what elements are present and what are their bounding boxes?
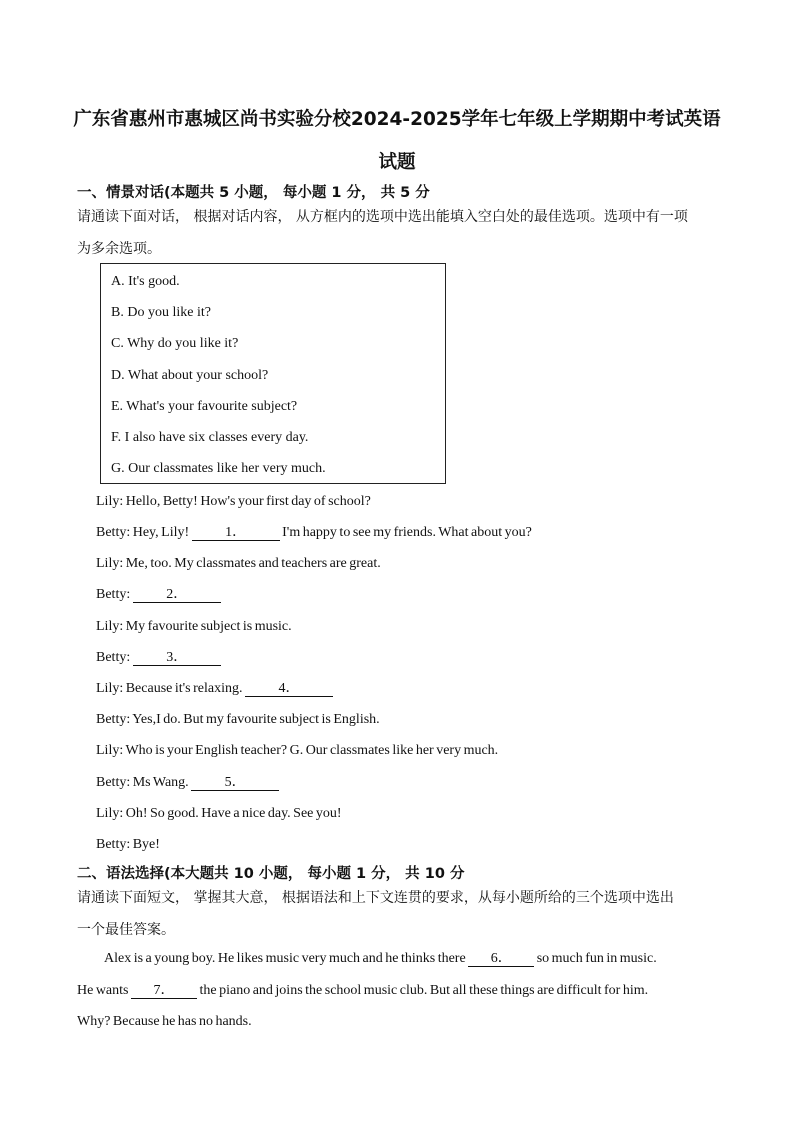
section2-instruction-line2: 一个最佳答案。 bbox=[77, 922, 175, 938]
section2-heading: 二、语法选择(本大题共 10 小题， 每小题 1 分， 共 10 分 bbox=[77, 866, 465, 882]
answer-blank-5[interactable]: 5． bbox=[191, 775, 279, 791]
option-g: G. Our classmates like her very much. bbox=[111, 461, 326, 476]
answer-blank-3[interactable]: 3． bbox=[133, 650, 221, 666]
passage-line-2: He wants 7． the piano and joins the school music club. But all these things are difficult for him. bbox=[77, 983, 649, 998]
dialogue-line: Betty: Bye! bbox=[96, 837, 160, 852]
passage-line-1: Alex is a young boy. He likes music very much and he thinks there 6． so much fun in music. bbox=[104, 951, 657, 966]
option-a: A. It's good. bbox=[111, 274, 180, 289]
option-c: C. Why do you like it? bbox=[111, 336, 239, 351]
section1-heading: 一、情景对话(本题共 5 小题， 每小题 1 分， 共 5 分 bbox=[77, 185, 430, 201]
dialogue-line: Lily: Hello, Betty! How's your first day of school? bbox=[96, 494, 371, 509]
option-b: B. Do you like it? bbox=[111, 305, 211, 320]
dialogue-line: Lily: Because it's relaxing. 4． bbox=[96, 681, 333, 697]
answer-blank-6[interactable]: 6． bbox=[468, 951, 534, 967]
dialogue-line: Lily: Who is your English teacher? G. Our classmates like her very much. bbox=[96, 743, 499, 758]
exam-title-line1: 广东省惠州市惠城区尚书实验分校2024-2025学年七年级上学期期中考试英语 bbox=[73, 109, 721, 130]
answer-blank-4[interactable]: 4． bbox=[245, 681, 333, 697]
dialogue-line: Betty: 2． bbox=[96, 587, 221, 603]
options-box bbox=[100, 263, 446, 484]
passage-line-3: Why? Because he has no hands. bbox=[77, 1014, 252, 1029]
dialogue-line: Betty: 3． bbox=[96, 650, 221, 666]
answer-blank-2[interactable]: 2． bbox=[133, 587, 221, 603]
section1-instruction-line2: 为多余选项。 bbox=[77, 241, 161, 257]
exam-title-line2: 试题 bbox=[378, 152, 416, 173]
dialogue-line: Lily: Me, too. My classmates and teachers are great. bbox=[96, 556, 381, 571]
answer-blank-7[interactable]: 7． bbox=[131, 983, 197, 999]
dialogue-line: Betty: Yes,I do. But my favourite subject is English. bbox=[96, 712, 380, 727]
option-d: D. What about your school? bbox=[111, 368, 269, 383]
section2-instruction-line1: 请通读下面短文， 掌握其大意， 根据语法和上下文连贯的要求，从每小题所给的三个选项中选出 bbox=[77, 890, 674, 906]
dialogue-line: Lily: My favourite subject is music. bbox=[96, 619, 292, 634]
dialogue-line: Lily: Oh! So good. Have a nice day. See you! bbox=[96, 806, 342, 821]
dialogue-line: Betty: Hey, Lily! 1． I'm happy to see my friends. What about you? bbox=[96, 525, 532, 540]
answer-blank-1[interactable]: 1． bbox=[192, 525, 280, 541]
dialogue-line: Betty: Ms Wang. 5． bbox=[96, 775, 279, 791]
option-f: F. I also have six classes every day. bbox=[111, 430, 309, 445]
section1-instruction-line1: 请通读下面对话， 根据对话内容， 从方框内的选项中选出能填入空白处的最佳选项。选项中有一项 bbox=[77, 209, 688, 225]
option-e: E. What's your favourite subject? bbox=[111, 399, 298, 414]
